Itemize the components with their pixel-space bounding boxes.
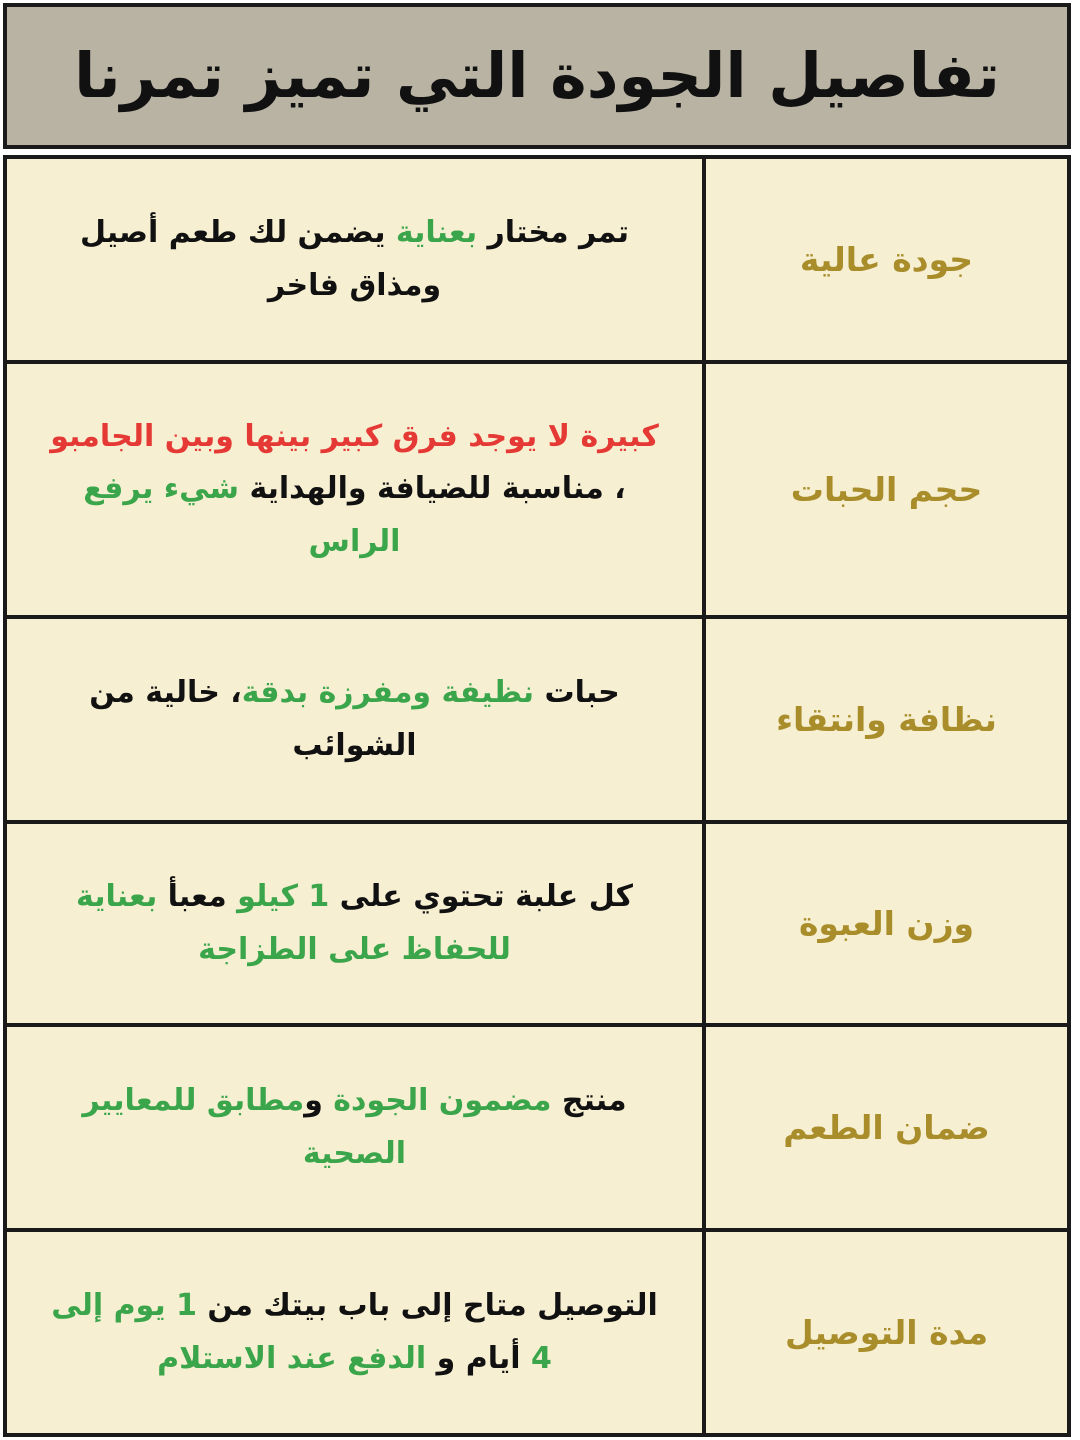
row-desc-package-weight [7, 824, 702, 1027]
row-label-high-quality [702, 159, 1067, 364]
desc-highlight: مضمون الجودة [333, 1083, 552, 1118]
desc-text [40, 207, 670, 312]
row-desc-grain-size [7, 364, 702, 619]
desc-highlight: بعناية للحفاظ على الطزاجة [76, 879, 511, 967]
desc-highlight: بعناية [395, 215, 478, 250]
row-desc-cleanliness [7, 619, 702, 824]
desc-highlight: نظيفة ومفرزة بدقة [241, 675, 534, 710]
label-text: جودة عالية [799, 239, 974, 279]
label-text: مدة التوصيل [784, 1312, 989, 1352]
desc-text [40, 871, 670, 976]
desc-part: تمر مختار [477, 215, 629, 250]
label-text: ضمان الطعم [783, 1107, 990, 1147]
title-bar [3, 3, 1071, 149]
row-label-cleanliness [702, 619, 1067, 824]
desc-highlight-red: كبيرة لا يوجد فرق كبير بينها وبين الجامبو [50, 418, 659, 454]
desc-text [40, 411, 670, 569]
infographic-sheet [3, 3, 1077, 1437]
row-desc-high-quality [7, 159, 702, 364]
desc-highlight: شيء يرفع الراس [83, 471, 401, 559]
desc-part: يضمن لك طعم أصيل ومذاق فاخر [79, 215, 442, 303]
label-text: حجم الحبات [790, 469, 983, 509]
desc-text [40, 667, 670, 772]
quality-details-table [3, 155, 1071, 1437]
desc-part: و [304, 1083, 334, 1118]
label-text: وزن العبوة [798, 903, 975, 943]
desc-text [40, 1075, 670, 1180]
desc-highlight: مطابق للمعايير الصحية [82, 1083, 407, 1171]
desc-highlight: 1 كيلو [237, 879, 330, 914]
row-desc-delivery-time [7, 1232, 702, 1433]
desc-part: كل علبة تحتوي على [329, 879, 633, 914]
label-text: نظافة وانتقاء [776, 699, 997, 739]
row-label-grain-size [702, 364, 1067, 619]
row-label-delivery-time [702, 1232, 1067, 1433]
desc-part: التوصيل متاح إلى باب بيتك من [196, 1288, 658, 1323]
desc-part: معبأ [157, 879, 238, 914]
desc-text [40, 1280, 670, 1385]
desc-highlight: الدفع عند الاستلام [157, 1340, 427, 1376]
row-label-taste-guarantee [702, 1027, 1067, 1232]
row-label-package-weight [702, 824, 1067, 1027]
desc-part: ، مناسبة للضيافة والهداية [239, 471, 626, 507]
desc-part: أيام و [426, 1340, 531, 1376]
desc-part: ، خالية من الشوائب [89, 675, 417, 763]
desc-part: حبات [534, 675, 620, 710]
desc-highlight: 1 يوم إلى 4 [51, 1288, 552, 1376]
row-desc-taste-guarantee [7, 1027, 702, 1232]
page-title: تفاصيل الجودة التي تميز تمرنا [74, 39, 1000, 112]
desc-part: منتج [551, 1083, 627, 1118]
